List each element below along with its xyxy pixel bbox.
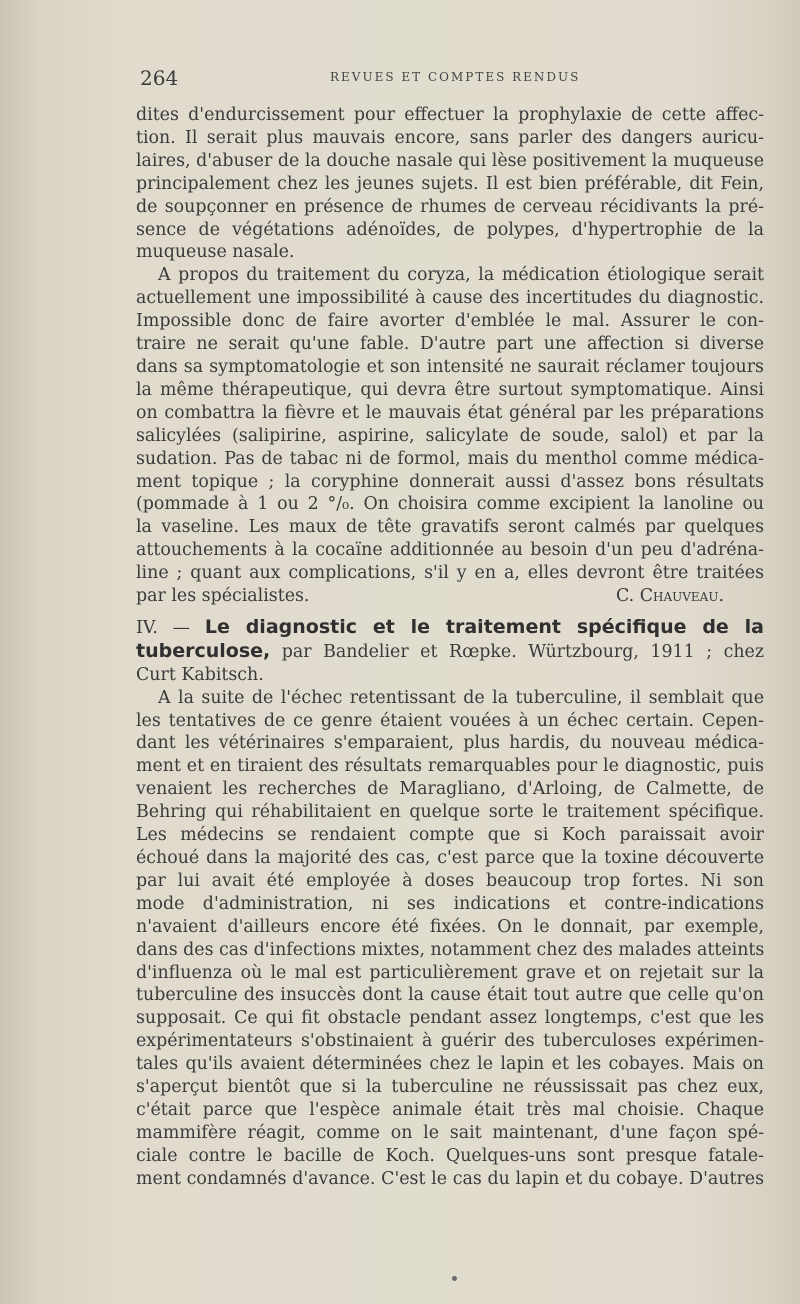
text-line: la même thérapeutique, qui devra être surtout symptomatique. Ainsi [136, 379, 764, 400]
section-number: IV. — [136, 617, 191, 638]
text-line: par lui avait été employée à doses beaucoup trop fortes. Ni son [136, 870, 764, 891]
text-line: c'était parce que l'espèce animale était très mal choisie. Chaque [136, 1099, 764, 1120]
text-line: Impossible donc de faire avorter d'emblée le mal. Assurer le con- [136, 311, 764, 332]
text-line: sence de végétations adénoïdes, de polypes, d'hypertrophie de la [136, 219, 764, 240]
text-line: mammifère réagit, comme on le sait maintenant, d'une façon spé- [136, 1122, 764, 1143]
page-header [140, 66, 660, 90]
text-line: A la suite de l'échec retentissant de la tuberculine, il semblait que [158, 687, 764, 708]
text-line: tales qu'ils avaient déterminées chez le lapin et les cobayes. Mais on [136, 1054, 764, 1075]
author-signature: C. Chauveau. [615, 586, 724, 607]
text-line: s'aperçut bientôt que si la tuberculine ne réussissait pas chez eux, [136, 1077, 764, 1098]
paragraph-3 [136, 687, 764, 1191]
text-line: ment condamnés d'avance. C'est le cas du lapin et du cobaye. D'autres [136, 1168, 764, 1189]
signature-line [136, 585, 764, 608]
text-line: salicylées (salipirine, aspirine, salicylate de soude, salol) et par la [136, 425, 764, 446]
text-line: d'influenza où le mal est particulièrement grave et on rejetait sur la [136, 962, 764, 983]
text-line: line ; quant aux complications, s'il y en a, elles devront être traitées [136, 563, 764, 584]
text-line: de soupçonner en présence de rhumes de cerveau récidivants la pré- [136, 196, 764, 217]
text-line: mode d'administration, ni ses indications et contre-indications [136, 893, 764, 914]
text-line: principalement chez les jeunes sujets. Il est bien préférable, dit Fein, [136, 173, 764, 194]
text-line: actuellement une impossibilité à cause des incertitudes du diagnostic. [136, 288, 764, 309]
text-line: dant les vétérinaires s'emparaient, plus hardis, du nouveau médica- [136, 733, 764, 754]
text-line: n'avaient d'ailleurs encore été fixées. On le donnait, par exemple, [136, 916, 764, 937]
section-title-2: tuberculose, [136, 639, 271, 662]
paragraph-1 [136, 104, 764, 264]
section-heading [136, 616, 764, 687]
text-line: dans des cas d'infections mixtes, notamment chez des malades atteints [136, 939, 765, 960]
text-line: ment topique ; la coryphine donnerait aussi d'assez bons résultats [136, 471, 764, 492]
section-byline: par Bandelier et Rœpke. Würtzbourg, 1911 ; chez [281, 641, 765, 662]
text-line: Les médecins se rendaient compte que si Koch paraissait avoir [136, 825, 764, 846]
page-number: 264 [140, 66, 179, 90]
text-line: traire ne serait qu'une fable. D'autre part une affection si diverse [136, 334, 764, 355]
section-byline-2: Curt Kabitsch. [136, 664, 264, 685]
text-line: ciale contre le bacille de Koch. Quelques-uns sont presque fatale- [136, 1145, 764, 1166]
text-line: échoué dans la majorité des cas, c'est parce que la toxine découverte [136, 848, 764, 868]
text-line: tion. Il serait plus mauvais encore, sans parler des dangers auricu- [136, 127, 764, 148]
text-line: A propos du traitement du coryza, la médication étiologique serait [158, 265, 764, 286]
text-line: laires, d'abuser de la douche nasale qui lèse positivement la muqueuse [136, 150, 764, 171]
running-title: REVUES ET COMPTES RENDUS [330, 70, 581, 84]
text-line: expérimentateurs s'obstinaient à guérir des tuberculoses expérimen- [136, 1031, 764, 1052]
text-line: sudation. Pas de tabac ni de formol, mais du menthol comme médica- [136, 448, 764, 469]
text-line: Behring qui réhabilitaient en quelque sorte le traitement spécifique. [136, 802, 764, 823]
closing-text: par les spécialistes. [136, 586, 310, 607]
text-line: on combattra la fièvre et le mauvais état général par les préparations [136, 402, 764, 423]
text-line: attouchements à la cocaïne additionnée au besoin d'un peu d'adréna- [136, 540, 764, 561]
text-line: muqueuse nasale. [136, 242, 295, 263]
text-line: dites d'endurcissement pour effectuer la prophylaxie de cette affec- [136, 105, 764, 125]
text-line: tuberculine des insuccès dont la cause était tout autre que celle qu'on [136, 985, 764, 1006]
ink-spot [452, 1276, 457, 1281]
paragraph-2 [136, 264, 764, 585]
section-title-1: Le diagnostic et le traitement spécifique de la [204, 615, 765, 638]
text-line: la vaseline. Les maux de tête gravatifs seront calmés par quelques [136, 517, 764, 538]
text-line: ment et en tiraient des résultats remarquables pour le diagnostic, puis [136, 756, 764, 777]
text-line: venaient les recherches de Maragliano, d'Arloing, de Calmette, de [136, 779, 764, 800]
text-line: les tentatives de ce genre étaient vouées à un échec certain. Cepen- [136, 710, 764, 731]
text-line: (pommade à 1 ou 2 °/₀. On choisira comme excipient la lanoline ou [136, 494, 764, 515]
body-text [136, 104, 764, 1191]
text-line: supposait. Ce qui fit obstacle pendant assez longtemps, c'est que les [136, 1008, 764, 1029]
text-line: dans sa symptomatologie et son intensité ne saurait réclamer toujours [136, 356, 764, 377]
